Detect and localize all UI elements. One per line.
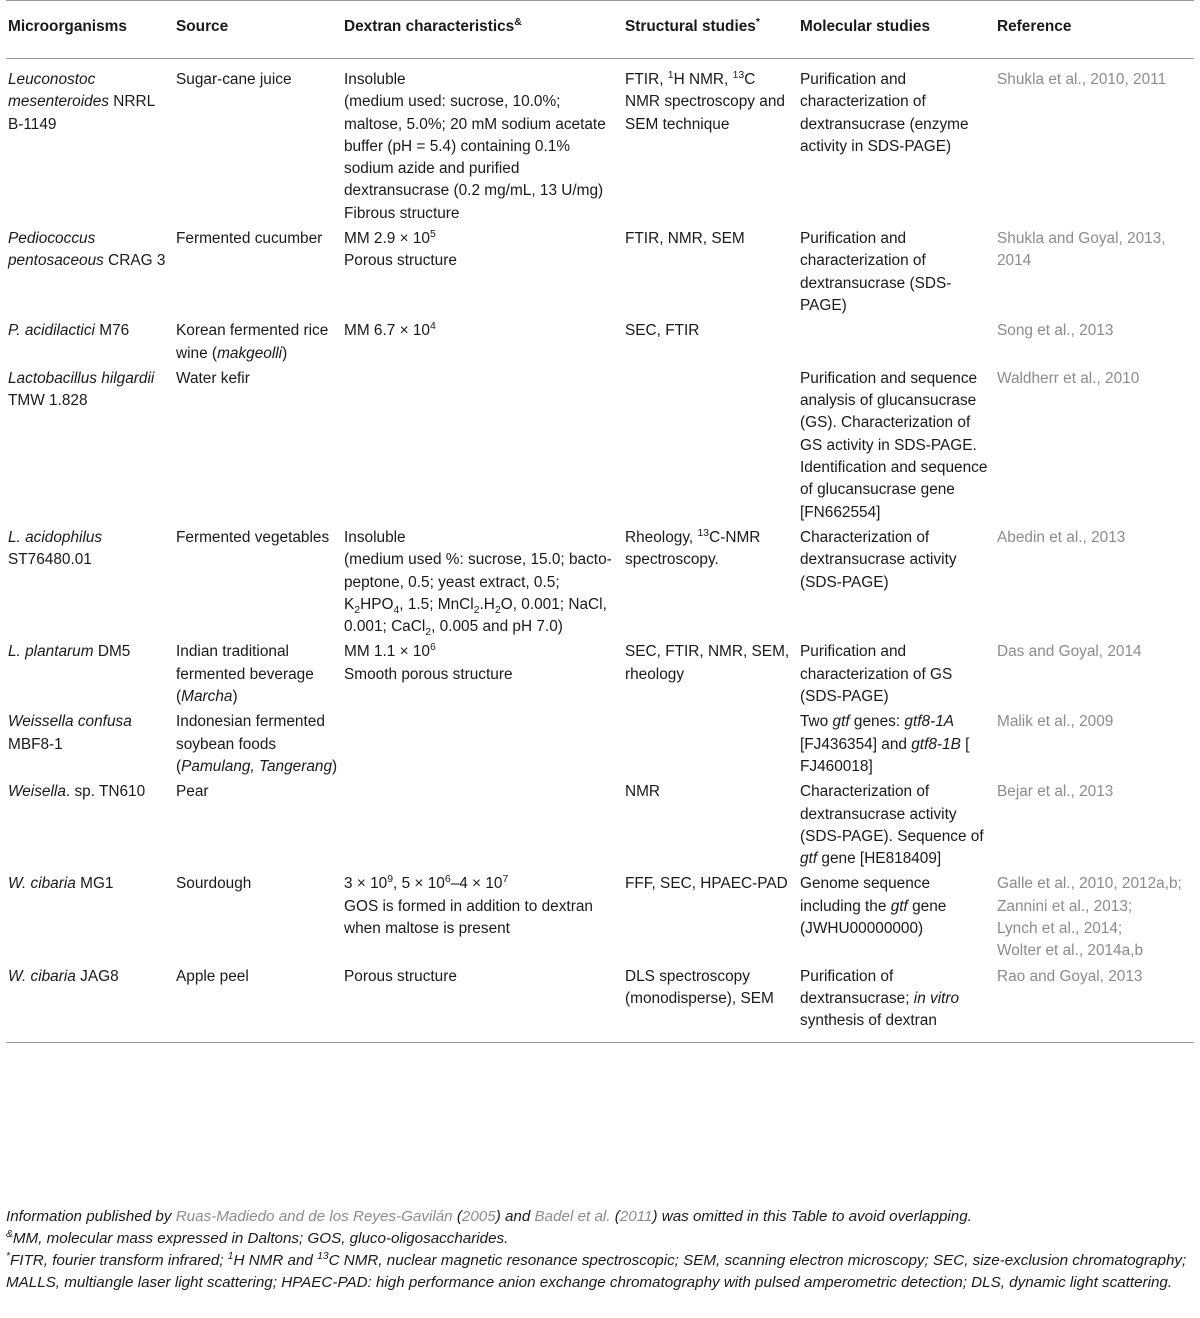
cell-reference bbox=[995, 225, 1194, 317]
cell-source: Sugar-cane juice bbox=[176, 71, 292, 88]
header-source: Source bbox=[174, 1, 342, 59]
cell-structural: NMR bbox=[625, 783, 661, 801]
table-header-row bbox=[6, 1, 1194, 59]
table-footnotes bbox=[6, 1206, 1194, 1294]
table-row bbox=[6, 778, 1194, 870]
cell-molecular: Purification of dextransucrase; in vitro synthesis of dextran bbox=[798, 963, 995, 1043]
cell-structural: FFF, SEC, HPAEC-PAD bbox=[625, 875, 788, 893]
cell-dextran bbox=[342, 708, 623, 778]
cell-molecular: Two gtf genes: gtf8-1A [FJ436354] and gtf8-1B [ FJ460018] bbox=[800, 713, 970, 775]
cell-molecular: Purification and sequence analysis of glucansucrase (GS). Characterization of GS activity in SDS-PAGE. Identification and sequence of glucansucrase gene [FN662554] bbox=[800, 369, 988, 521]
table-row bbox=[6, 870, 1194, 962]
table-row bbox=[6, 225, 1194, 317]
reference-link[interactable]: Das and Goyal, 2014 bbox=[997, 643, 1142, 661]
cell-dextran: MM $1.1 \times 10^6$ Smooth porous structure bbox=[344, 642, 513, 683]
cell-reference bbox=[995, 365, 1194, 524]
cell-source: Water kefir bbox=[176, 369, 250, 387]
cell-dextran: Insoluble (medium used %: sucrose, 15.0; bacto-peptone, 0.5; yeast extract, 0.5; $K_2HPO_4$, 1.5; $MnCl_2.H_2O$, 0.001; NaCl, 0.001; CaCl$_2$, 0.005 and pH 7.0) bbox=[344, 528, 612, 639]
cell-organism: Weisella. sp. TN610 bbox=[8, 783, 146, 801]
table-row bbox=[6, 365, 1194, 524]
table-row bbox=[6, 59, 1194, 226]
cell-reference bbox=[995, 963, 1194, 1043]
cell-structural: FTIR, NMR, SEM bbox=[625, 230, 745, 248]
cell-organism: L. acidophilus ST76480.01 bbox=[8, 528, 103, 569]
cell-molecular: Purification and characterization of GS (SDS-PAGE) bbox=[800, 643, 953, 706]
cell-dextran bbox=[342, 365, 623, 524]
cell-source: Indian traditional fermented beverage (Marcha) bbox=[176, 643, 314, 706]
footnote: &MM, molecular mass expressed in Daltons; GOS, gluco-oligosaccharides. bbox=[6, 1228, 509, 1247]
table-row bbox=[6, 317, 1194, 365]
cell-organism: W. cibaria MG1 bbox=[8, 875, 114, 893]
header-structural-studies: Structural studies* bbox=[623, 1, 798, 59]
reference-link[interactable]: Song et al., 2013 bbox=[997, 322, 1114, 340]
table-row bbox=[6, 708, 1194, 778]
cell-structural bbox=[623, 708, 798, 778]
cell-reference bbox=[995, 870, 1194, 962]
reference-link[interactable]: Wolter et al., 2014a,b bbox=[997, 942, 1144, 960]
reference-link[interactable]: Abedin et al., 2013 bbox=[997, 528, 1126, 546]
cell-source: Indonesian fermented soybean foods (Pamulang, Tangerang) bbox=[176, 713, 338, 775]
cell-source: Korean fermented rice wine (makgeolli) bbox=[176, 322, 329, 362]
cell-molecular: Purification and characterization of dextransucrase (SDS-PAGE) bbox=[800, 230, 952, 314]
cell-structural bbox=[623, 365, 798, 524]
dextran-table bbox=[6, 0, 1194, 1043]
reference-link[interactable]: Galle et al., 2010, 2012a,b; bbox=[997, 875, 1182, 893]
cell-structural: DLS spectroscopy (monodisperse), SEM bbox=[623, 963, 798, 1043]
reference-link[interactable]: Shukla et al., 2010, 2011 bbox=[997, 71, 1167, 88]
footnote: *FITR, fourier transform infrared; $^1$H NMR and $^{13}$C NMR, nuclear magnetic resonance spectroscopic; SEM, scanning electron microscopy; SEC, size-exclusion chromatography; MALLS, multiangle laser light scattering; HPAEC-PAD: high performance anion exchange chromatography with pulsed amperometric detection; DLS, dynamic light scattering. bbox=[6, 1250, 1187, 1291]
cell-reference bbox=[995, 59, 1194, 226]
cell-molecular: Characterization of dextransucrase activity (SDS-PAGE) bbox=[800, 528, 957, 591]
reference-link[interactable]: Waldherr et al., 2010 bbox=[997, 369, 1140, 387]
header-molecular-studies: Molecular studies bbox=[798, 1, 995, 59]
cell-molecular: Characterization of dextransucrase activity (SDS-PAGE). Sequence of gtf gene [HE818409] bbox=[800, 783, 984, 868]
cell-source: Fermented cucumber bbox=[176, 230, 323, 248]
cell-source: Fermented vegetables bbox=[176, 528, 330, 546]
cell-structural: Rheology, $^{13}$C-NMR spectroscopy. bbox=[625, 527, 761, 569]
reference-link[interactable]: Bejar et al., 2013 bbox=[997, 783, 1114, 801]
header-dextran-characteristics: Dextran characteristics& bbox=[342, 1, 623, 59]
cell-structural: FTIR, $^1$H NMR, $^{13}$C NMR spectroscopy and SEM technique bbox=[625, 69, 785, 133]
cell-reference bbox=[995, 317, 1194, 365]
footnote: Information published by Ruas-Madiedo and de los Reyes-Gavilán (2005) and Badel et al. (2011) was omitted in this Table to avoid overlapping. bbox=[6, 1208, 972, 1225]
cell-dextran: Porous structure bbox=[342, 963, 623, 1043]
cell-molecular: Purification and characterization of dextransucrase (enzyme activity in SDS-PAGE) bbox=[800, 71, 969, 155]
cell-reference bbox=[995, 524, 1194, 638]
header-microorganisms: Microorganisms bbox=[6, 1, 174, 59]
cell-molecular bbox=[798, 317, 995, 365]
cell-reference bbox=[995, 778, 1194, 870]
cell-molecular: Genome sequence including the gtf gene (JWHU00000000) bbox=[800, 875, 947, 937]
reference-link[interactable]: Malik et al., 2009 bbox=[997, 713, 1114, 731]
cell-organism: L. plantarum DM5 bbox=[8, 643, 131, 661]
cell-structural: SEC, FTIR bbox=[625, 322, 700, 340]
cell-organism: W. cibaria JAG8 bbox=[6, 963, 174, 1043]
reference-link[interactable]: Zannini et al., 2013; bbox=[997, 897, 1133, 915]
cell-organism: P. acidilactici M76 bbox=[8, 322, 130, 340]
cell-organism: Lactobacillus hilgardii TMW 1.828 bbox=[8, 369, 155, 410]
cell-dextran: MM $6.7 \times 10^4$ bbox=[344, 321, 436, 340]
cell-organism: Leuconostoc mesenteroides NRRL B-1149 bbox=[8, 71, 155, 133]
cell-organism: Weissella confusa MBF8-1 bbox=[8, 713, 132, 753]
table-row bbox=[6, 524, 1194, 638]
reference-link[interactable]: Lynch et al., 2014; bbox=[997, 919, 1123, 937]
cell-reference bbox=[995, 638, 1194, 708]
cell-dextran: Insoluble (medium used: sucrose, 10.0%; maltose, 5.0%; 20 mM sodium acetate buffer (pH = 5.4) containing 0.1% sodium azide and purified dextransucrase (0.2 mg/mL, 13 U/mg) Fibrous structure bbox=[344, 71, 606, 222]
cell-source: Pear bbox=[176, 783, 209, 801]
cell-source: Apple peel bbox=[174, 963, 342, 1043]
cell-structural: SEC, FTIR, NMR, SEM, rheology bbox=[625, 643, 790, 683]
cell-dextran: MM $2.9 \times 10^5$ Porous structure bbox=[344, 228, 457, 270]
cell-dextran bbox=[342, 778, 623, 870]
cell-source: Sourdough bbox=[176, 875, 252, 893]
table-row bbox=[6, 963, 1194, 1043]
header-reference: Reference bbox=[995, 1, 1194, 59]
reference-link[interactable]: Rao and Goyal, 2013 bbox=[997, 967, 1143, 985]
cell-dextran: $3 \times 10^9$, $5 \times 10^6-4 \times 10^7$ GOS is formed in addition to dextran when maltose is present bbox=[344, 874, 593, 937]
table-body bbox=[6, 59, 1194, 1043]
cell-organism: Pediococcus pentosaceous CRAG 3 bbox=[8, 230, 166, 270]
table-row bbox=[6, 638, 1194, 708]
reference-link[interactable]: Shukla and Goyal, 2013, 2014 bbox=[997, 230, 1166, 270]
cell-reference bbox=[995, 708, 1194, 778]
